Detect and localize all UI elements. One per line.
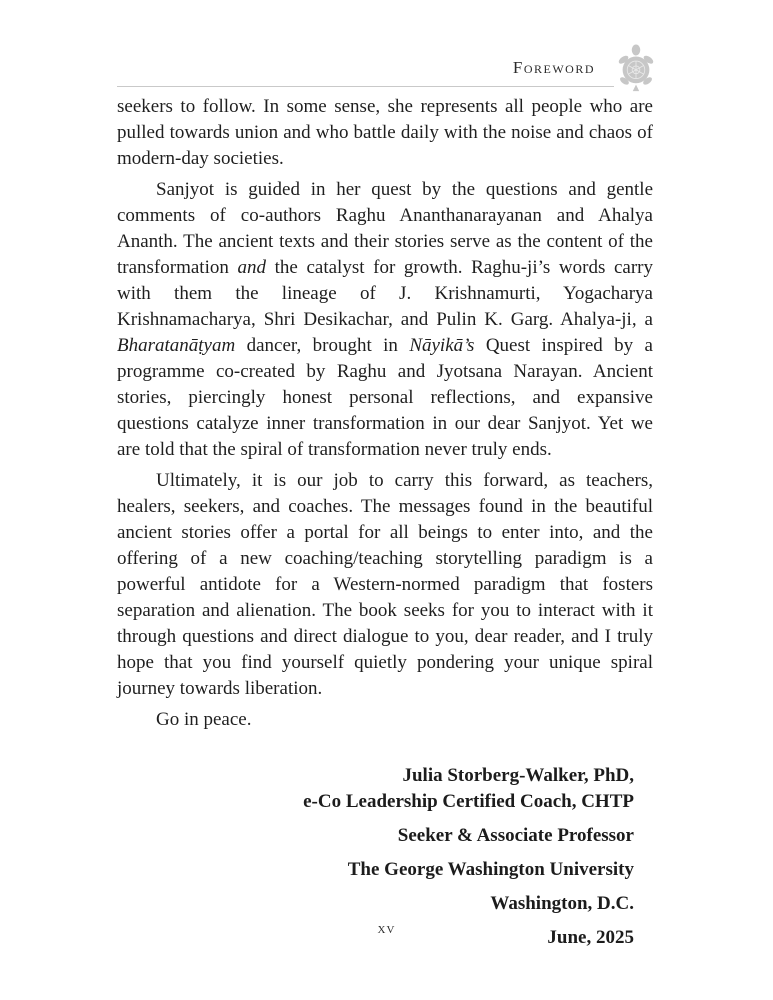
signature-location: Washington, D.C.: [490, 893, 634, 914]
signature-credential: e-Co Leadership Certified Coach, CHTP: [303, 791, 634, 812]
running-head-title: Foreword: [512, 58, 595, 77]
signature-role: Seeker & Associate Professor: [397, 825, 634, 846]
signature-name-group: [117, 763, 634, 815]
paragraph-4: Go in peace.: [156, 709, 252, 730]
paragraph-2-text: the catalyst for growth. Raghu-ji’s words carry with them the lineage of J. Krishnamurti, Yogacharya Krishnamacharya, Shri Desikachar, and Pulin K. Garg. Ahalya-ji, a: [117, 257, 654, 330]
paragraph-3: Ultimately, it is our job to carry this forward, as teachers, healers, seekers, and coaches. The messages found in the beautiful ancient stories offer a portal for all beings to enter into, and the offering of a new coaching/teaching storytelling paradigm is a powerful antidote for a Western-normed paradigm that fosters separation and alienation. The book seeks for you to interact with it through questions and direct dialogue to you, dear reader, and I truly hope that you find yourself quietly pondering your unique spiral journey towards liberation.: [117, 470, 653, 699]
term-nayikas: Nāyikā’s: [409, 335, 475, 356]
paragraph-2-text: Sanjyot is guided in her quest by the questions and gentle comments of co-authors Raghu Ananthanarayanan and Ahalya Ananth. The ancient texts and their stories serve as the content of the transformation: [117, 179, 653, 278]
header-rule: [117, 86, 614, 87]
signature-name: Julia Storberg-Walker, PhD,: [402, 765, 634, 786]
signature-date: June, 2025: [547, 927, 634, 948]
emphasis-and: and: [237, 257, 266, 278]
signature-institution: The George Washington University: [347, 859, 634, 880]
paragraph-2-text: dancer, brought in: [235, 335, 410, 356]
paragraph-2-text: Quest inspired by a programme co-created by Raghu and Jyotsana Narayan. Ancient stories, piercingly honest personal reflections, and expansive questions catalyze inner transformation in our dear Sanjyot. Yet we are told that the spiral of transformation never truly ends.: [117, 335, 653, 460]
page-body: [117, 94, 653, 951]
page-number: xv: [377, 920, 396, 937]
turtle-icon: [617, 44, 655, 97]
paragraph-1: seekers to follow. In some sense, she represents all people who are pulled towards union and who battle daily with the noise and chaos of modern-day societies.: [117, 96, 653, 169]
paragraph-2: [117, 177, 653, 463]
term-bharatanatyam: Bharatanāṭyam: [117, 335, 236, 356]
